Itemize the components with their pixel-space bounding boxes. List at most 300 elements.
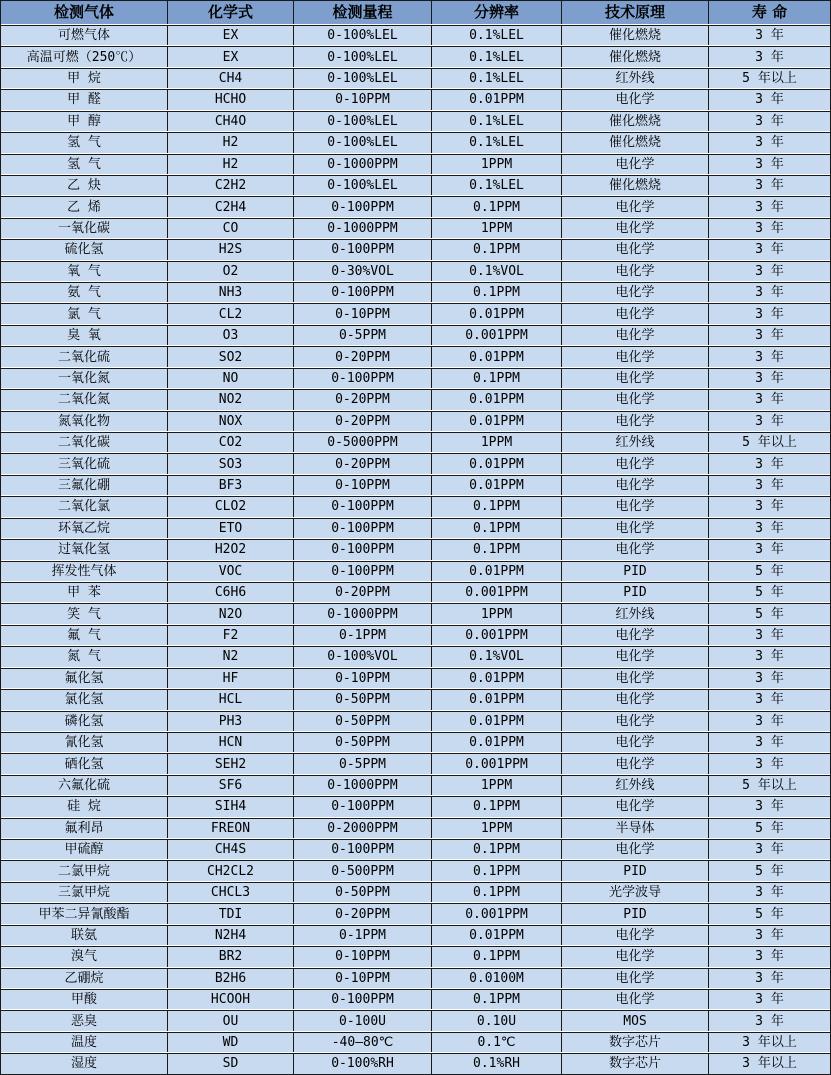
table-cell: 3 年 [708,519,830,538]
table-cell: 3 年 [708,797,830,816]
table-cell: 0.01PPM [431,476,561,495]
table-cell: CL2 [167,304,293,323]
table-cell: 0-100PPM [293,540,431,559]
table-cell: 电化学 [561,476,708,495]
table-cell: CO [167,219,293,238]
table-cell: PID [561,562,708,581]
table-cell: 数字芯片 [561,1033,708,1052]
table-cell: 3 年 [708,47,830,66]
table-cell: 0.1PPM [431,797,561,816]
table-cell: 高温可燃（250℃） [1,47,167,66]
table-row [1,325,830,345]
table-cell: 光学波导 [561,883,708,902]
table-cell: 0-1PPM [293,926,431,945]
table-cell: 电化学 [561,304,708,323]
table-cell: 0.1PPM [431,240,561,259]
table-cell: 甲 烷 [1,69,167,88]
table-cell: 甲硫醇 [1,840,167,859]
table-cell: 3 年 [708,712,830,731]
table-row [1,261,830,281]
table-cell: 0-10PPM [293,669,431,688]
table-cell: 1PPM [431,776,561,795]
table-cell: 0.01PPM [431,712,561,731]
header-cell: 化学式 [167,1,293,24]
table-cell: 氢 气 [1,133,167,152]
table-cell: 催化燃烧 [561,26,708,45]
table-cell: 0.01PPM [431,412,561,431]
table-cell: 甲酸 [1,990,167,1009]
table-cell: PID [561,861,708,880]
table-cell: 电化学 [561,947,708,966]
table-cell: 3 年 [708,733,830,752]
table-cell: B2H6 [167,969,293,988]
table-row [1,1010,830,1030]
header-cell: 寿 命 [708,1,830,24]
header-cell: 技术原理 [561,1,708,24]
table-cell: 0.01PPM [431,304,561,323]
table-cell: TDI [167,904,293,923]
table-row [1,518,830,538]
table-cell: 0-100%LEL [293,133,431,152]
table-cell: 可燃气体 [1,26,167,45]
table-cell: 挥发性气体 [1,562,167,581]
table-cell: 3 年 [708,690,830,709]
table-cell: HCN [167,733,293,752]
table-cell: 5 年 [708,583,830,602]
table-cell: 3 年 [708,476,830,495]
table-cell: H2O2 [167,540,293,559]
table-cell: 1PPM [431,155,561,174]
table-cell: H2S [167,240,293,259]
table-cell: 电化学 [561,669,708,688]
table-cell: 3 年以上 [708,1033,830,1052]
table-cell: NH3 [167,283,293,302]
table-cell: 乙 烯 [1,197,167,216]
table-row [1,882,830,902]
table-cell: 3 年 [708,754,830,773]
table-cell: 3 年 [708,155,830,174]
table-cell: 0.1%LEL [431,112,561,131]
table-cell: 0.1PPM [431,283,561,302]
table-cell: HF [167,669,293,688]
table-cell: C2H4 [167,197,293,216]
table-cell: 5 年 [708,604,830,623]
table-cell: 乙 炔 [1,176,167,195]
table-cell: 0.01PPM [431,733,561,752]
table-cell: 0.001PPM [431,904,561,923]
table-cell: 0-100PPM [293,990,431,1009]
table-cell: 电化学 [561,647,708,666]
table-cell: C6H6 [167,583,293,602]
table-cell: CLO2 [167,497,293,516]
table-cell: 1PPM [431,219,561,238]
table-cell: 0.1%VOL [431,647,561,666]
table-row [1,903,830,923]
table-cell: 1PPM [431,819,561,838]
table-cell: 电化学 [561,797,708,816]
table-row [1,668,830,688]
table-cell: 0-50PPM [293,733,431,752]
table-cell: 电化学 [561,262,708,281]
table-cell: 0.1PPM [431,883,561,902]
table-cell: 3 年 [708,626,830,645]
table-cell: 5 年 [708,861,830,880]
table-cell: 电化学 [561,840,708,859]
table-cell: 电化学 [561,540,708,559]
table-cell: PH3 [167,712,293,731]
table-cell: 3 年 [708,990,830,1009]
table-row [1,453,830,473]
table-cell: 0-100%LEL [293,69,431,88]
table-cell: 0-1000PPM [293,604,431,623]
table-cell: 0-1000PPM [293,776,431,795]
table-cell: 0.001PPM [431,326,561,345]
table-cell: 电化学 [561,390,708,409]
table-cell: 0-100PPM [293,497,431,516]
table-cell: 3 年 [708,454,830,473]
table-cell: 催化燃烧 [561,112,708,131]
table-cell: 乙硼烷 [1,969,167,988]
table-cell: 0-1000PPM [293,219,431,238]
table-cell: 5 年以上 [708,433,830,452]
table-cell: 溴气 [1,947,167,966]
table-cell: 3 年 [708,369,830,388]
table-row [1,218,830,238]
table-cell: 六氟化硫 [1,776,167,795]
table-cell: 笑 气 [1,604,167,623]
table-cell: 磷化氢 [1,712,167,731]
table-cell: VOC [167,562,293,581]
table-row [1,603,830,623]
table-cell: 0-100PPM [293,369,431,388]
table-cell: 红外线 [561,69,708,88]
table-cell: 电化学 [561,240,708,259]
table-cell: 0-5PPM [293,754,431,773]
table-cell: 环氧乙烷 [1,519,167,538]
table-cell: 电化学 [561,219,708,238]
table-cell: 三氧化硫 [1,454,167,473]
table-cell: 1PPM [431,433,561,452]
table-cell: 氯 气 [1,304,167,323]
table-cell: 二氯甲烷 [1,861,167,880]
table-cell: 3 年 [708,112,830,131]
table-row [1,968,830,988]
table-cell: 电化学 [561,90,708,109]
table-row [1,561,830,581]
table-cell: 0.1PPM [431,540,561,559]
table-cell: 红外线 [561,604,708,623]
table-cell: 5 年以上 [708,69,830,88]
table-cell: 3 年 [708,219,830,238]
table-cell: 电化学 [561,519,708,538]
table-cell: 0-1000PPM [293,155,431,174]
table-row [1,1032,830,1052]
table-cell: 3 年 [708,947,830,966]
table-cell: 0.01PPM [431,347,561,366]
table-cell: 0.1PPM [431,197,561,216]
table-cell: 3 年 [708,412,830,431]
table-cell: 0-100%LEL [293,176,431,195]
table-cell: O3 [167,326,293,345]
table-cell: 硅 烷 [1,797,167,816]
table-cell: 3 年 [708,1011,830,1030]
table-cell: SD [167,1054,293,1073]
table-cell: 一氧化氮 [1,369,167,388]
table-cell: 0-10PPM [293,969,431,988]
table-cell: 0-20PPM [293,904,431,923]
table-row [1,818,830,838]
table-cell: 三氯甲烷 [1,883,167,902]
table-cell: 电化学 [561,197,708,216]
table-cell: 0-30%VOL [293,262,431,281]
table-cell: 电化学 [561,733,708,752]
table-cell: 3 年 [708,90,830,109]
table-row [1,946,830,966]
table-cell: 0.1℃ [431,1033,561,1052]
table-cell: 0.01PPM [431,690,561,709]
table-cell: 3 年 [708,326,830,345]
table-cell: 0-10PPM [293,476,431,495]
header-cell: 分辨率 [431,1,561,24]
table-cell: 0-100PPM [293,283,431,302]
table-cell: EX [167,26,293,45]
table-cell: SIH4 [167,797,293,816]
table-row [1,539,830,559]
table-row [1,89,830,109]
table-cell: 氰化氢 [1,733,167,752]
table-cell: 0.1PPM [431,947,561,966]
table-cell: CHCL3 [167,883,293,902]
table-cell: 联氨 [1,926,167,945]
table-cell: 0.1%LEL [431,176,561,195]
table-cell: 0.10U [431,1011,561,1030]
table-cell: 3 年 [708,969,830,988]
table-cell: 数字芯片 [561,1054,708,1073]
table-cell: 3 年 [708,197,830,216]
table-cell: 3 年 [708,283,830,302]
table-cell: F2 [167,626,293,645]
table-cell: 0.1PPM [431,840,561,859]
table-cell: 氟 气 [1,626,167,645]
table-cell: HCL [167,690,293,709]
table-cell: 0.001PPM [431,754,561,773]
table-cell: 5 年 [708,819,830,838]
table-cell: 0-100PPM [293,519,431,538]
table-cell: 0-100%LEL [293,47,431,66]
table-row [1,496,830,516]
table-row [1,775,830,795]
table-cell: -40—80℃ [293,1033,431,1052]
table-row [1,432,830,452]
table-row [1,582,830,602]
table-cell: 3 年 [708,840,830,859]
table-cell: 硫化氢 [1,240,167,259]
table-cell: HCHO [167,90,293,109]
table-cell: 3 年 [708,497,830,516]
table-cell: 甲 醇 [1,112,167,131]
table-cell: 0-10PPM [293,947,431,966]
table-cell: 0-100U [293,1011,431,1030]
table-cell: 电化学 [561,626,708,645]
table-cell: 催化燃烧 [561,47,708,66]
table-cell: 0.1PPM [431,369,561,388]
table-cell: 电化学 [561,690,708,709]
table-cell: 3 年 [708,133,830,152]
table-cell: 电化学 [561,283,708,302]
table-row [1,175,830,195]
table-cell: 3 年 [708,347,830,366]
table-cell: PID [561,904,708,923]
table-cell: 0-100PPM [293,840,431,859]
table-cell: 0.1%LEL [431,26,561,45]
table-row [1,411,830,431]
table-cell: 氮氧化物 [1,412,167,431]
table-row [1,753,830,773]
table-cell: 0.01PPM [431,90,561,109]
table-cell: 催化燃烧 [561,176,708,195]
table-cell: 红外线 [561,776,708,795]
table-cell: SEH2 [167,754,293,773]
table-cell: 3 年以上 [708,1054,830,1073]
table-cell: 电化学 [561,712,708,731]
table-cell: SO3 [167,454,293,473]
table-cell: 0-20PPM [293,583,431,602]
table-cell: 过氧化氢 [1,540,167,559]
table-row [1,711,830,731]
table-cell: 0-20PPM [293,390,431,409]
table-cell: 5 年 [708,562,830,581]
table-cell: FREON [167,819,293,838]
table-cell: 氯化氢 [1,690,167,709]
table-cell: 3 年 [708,304,830,323]
table-cell: 0-50PPM [293,690,431,709]
table-cell: 3 年 [708,176,830,195]
header-cell: 检测量程 [293,1,431,24]
table-cell: 3 年 [708,540,830,559]
table-row [1,646,830,666]
table-cell: 0-2000PPM [293,819,431,838]
table-cell: 0.001PPM [431,583,561,602]
table-row [1,796,830,816]
table-cell: 0-100%LEL [293,112,431,131]
table-cell: 3 年 [708,883,830,902]
table-cell: 0-50PPM [293,883,431,902]
table-cell: 0-100PPM [293,197,431,216]
table-row [1,303,830,323]
table-cell: 0.01PPM [431,454,561,473]
table-cell: CH4O [167,112,293,131]
table-cell: ETO [167,519,293,538]
table-cell: 二氧化氯 [1,497,167,516]
table-cell: 0-500PPM [293,861,431,880]
table-cell: 氧 气 [1,262,167,281]
table-cell: 0.001PPM [431,626,561,645]
table-cell: 湿度 [1,1054,167,1073]
table-cell: 0.1PPM [431,519,561,538]
table-cell: 0.1%LEL [431,69,561,88]
table-cell: 0-10PPM [293,90,431,109]
table-cell: 电化学 [561,347,708,366]
table-cell: 电化学 [561,969,708,988]
table-cell: 0-100%LEL [293,26,431,45]
table-cell: NOX [167,412,293,431]
table-cell: 0-100PPM [293,240,431,259]
table-cell: 0-20PPM [293,454,431,473]
table-cell: MOS [561,1011,708,1030]
table-row [1,154,830,174]
table-cell: 0-1PPM [293,626,431,645]
table-row [1,132,830,152]
table-cell: 0-20PPM [293,412,431,431]
table-cell: BF3 [167,476,293,495]
table-cell: 二氧化硫 [1,347,167,366]
table-cell: CH4S [167,840,293,859]
table-row [1,839,830,859]
table-cell: 0-10PPM [293,304,431,323]
table-cell: 3 年 [708,926,830,945]
table-cell: 0.1PPM [431,497,561,516]
table-cell: CO2 [167,433,293,452]
table-cell: 0.1PPM [431,990,561,1009]
table-cell: 三氟化硼 [1,476,167,495]
table-cell: CH4 [167,69,293,88]
table-cell: 一氧化碳 [1,219,167,238]
table-cell: 0-100%RH [293,1054,431,1073]
table-cell: 电化学 [561,754,708,773]
table-cell: 红外线 [561,433,708,452]
table-cell: CH2CL2 [167,861,293,880]
table-cell: 0-100%VOL [293,647,431,666]
table-cell: 0-50PPM [293,712,431,731]
table-cell: 电化学 [561,369,708,388]
table-row [1,239,830,259]
table-cell: 0.01PPM [431,669,561,688]
table-cell: HCOOH [167,990,293,1009]
table-cell: 氢 气 [1,155,167,174]
table-row [1,196,830,216]
table-cell: PID [561,583,708,602]
table-cell: 3 年 [708,240,830,259]
table-cell: 0.0100M [431,969,561,988]
table-cell: NO [167,369,293,388]
table-cell: 半导体 [561,819,708,838]
table-cell: 0-100PPM [293,562,431,581]
table-cell: NO2 [167,390,293,409]
table-cell: 3 年 [708,669,830,688]
table-cell: C2H2 [167,176,293,195]
table-row [1,475,830,495]
table-row [1,860,830,880]
table-cell: 3 年 [708,26,830,45]
table-row [1,689,830,709]
table-row [1,989,830,1009]
table-cell: 0-20PPM [293,347,431,366]
table-cell: 甲苯二异氰酸酯 [1,904,167,923]
table-cell: 电化学 [561,454,708,473]
table-cell: 二氧化碳 [1,433,167,452]
table-row [1,1053,830,1073]
table-cell: 5 年 [708,904,830,923]
table-cell: 3 年 [708,647,830,666]
table-cell: 氨 气 [1,283,167,302]
table-cell: N2 [167,647,293,666]
table-cell: SF6 [167,776,293,795]
table-row [1,111,830,131]
table-cell: 0-5000PPM [293,433,431,452]
table-cell: 氟利昂 [1,819,167,838]
table-cell: 0.1%LEL [431,47,561,66]
table-cell: 0.01PPM [431,562,561,581]
